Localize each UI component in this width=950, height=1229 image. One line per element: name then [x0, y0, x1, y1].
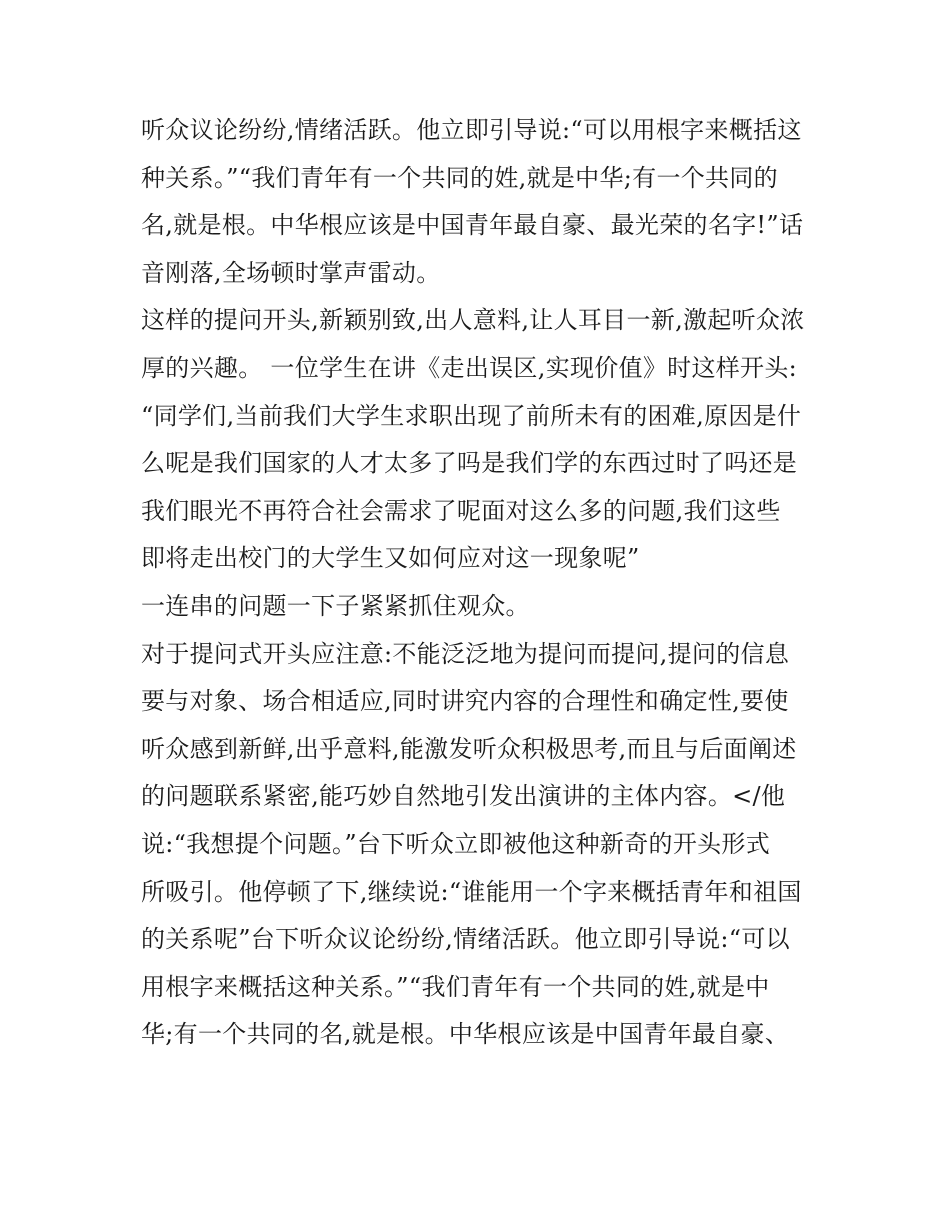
text-line: 听众感到新鲜,出乎意料,能激发听众积极思考,而且与后面阐述 [141, 734, 797, 763]
text-line: 名,就是根。中华根应该是中国青年最自豪、最光荣的名字!”话 [141, 211, 804, 240]
text-line: 听众议论纷纷,情绪活跃。他立即引导说:“可以用根字来概括这 [141, 116, 802, 144]
text-line: 的关系呢”台下听众议论纷纷,情绪活跃。他立即引导说:“可以 [141, 925, 790, 954]
text-line: 即将走出校门的大学生又如何应对这一现象呢” [141, 544, 640, 573]
text-line: 厚的兴趣。 一位学生在讲《走出误区,实现价值》时这样开头: [141, 353, 798, 382]
text-line: 华;有一个共同的名,就是根。中华根应该是中国青年最自豪、 [141, 1020, 790, 1049]
text-line: 所吸引。他停顿了下,继续说:“谁能用一个字来概括青年和祖国 [141, 877, 802, 906]
text-line: 对于提问式开头应注意:不能泛泛地为提问而提问,提问的信息 [141, 639, 790, 668]
text-line: 么呢是我们国家的人才太多了吗是我们学的东西过时了吗还是 [141, 449, 798, 478]
text-line: 用根字来概括这种关系。”“我们青年有一个共同的姓,就是中 [141, 972, 770, 1001]
text-line: 要与对象、场合相适应,同时讲究内容的合理性和确定性,要使 [141, 687, 789, 716]
text-line: 音刚落,全场顿时掌声雷动。 [141, 258, 441, 287]
text-line: “同学们,当前我们大学生求职出现了前所未有的困难,原因是什 [141, 401, 802, 430]
text-line: 的问题联系紧密,能巧妙自然地引发出演讲的主体内容。</他 [141, 782, 786, 811]
text-line: 种关系。”“我们青年有一个共同的姓,就是中华;有一个共同的 [141, 163, 778, 192]
text-line: 一连串的问题一下子紧紧抓住观众。 [141, 591, 530, 620]
body-text [141, 107, 821, 1059]
text-line: 说:“我想提个问题。”台下听众立即被他这种新奇的开头形式 [141, 829, 771, 858]
text-line: 我们眼光不再符合社会需求了呢面对这么多的问题,我们这些 [141, 496, 781, 525]
text-line: 这样的提问开头,新颖别致,出人意料,让人耳目一新,激起听众浓 [141, 306, 805, 335]
